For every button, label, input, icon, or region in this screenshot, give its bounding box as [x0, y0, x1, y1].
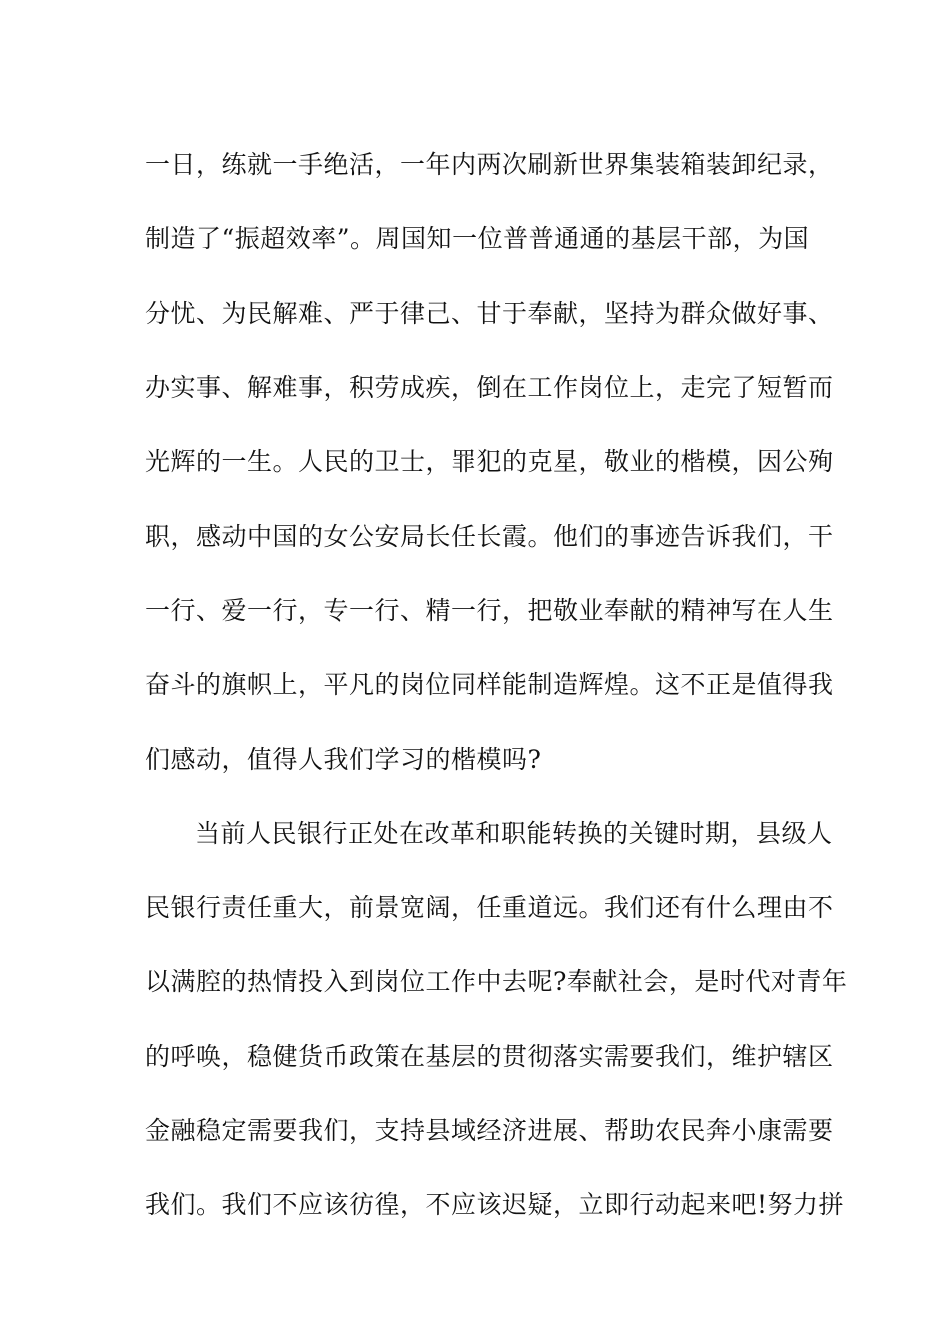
- text-line: 职，感动中国的女公安局长任长霞。他们的事迹告诉我们，干: [145, 521, 834, 551]
- text-line: 奋斗的旗帜上，平凡的岗位同样能制造辉煌。这不正是值得我: [145, 670, 834, 700]
- text-line: 民银行责任重大，前景宽阔，任重道远。我们还有什么理由不: [145, 893, 834, 923]
- text-line: 金融稳定需要我们，支持县域经济进展、帮助农民奔小康需要: [145, 1116, 834, 1145]
- text-line: 一日，练就一手绝活，一年内两次刷新世界集装箱装卸纪录，: [145, 150, 834, 180]
- paragraph-2: [145, 795, 848, 1241]
- text-line: 一行、爱一行，专一行、精一行，把敬业奉献的精神写在人生: [145, 595, 834, 625]
- text-line: 制造了“振超效率”。周国知一位普普通通的基层干部，为国: [145, 224, 810, 254]
- text-line: 们感动，值得人我们学习的楷模吗?: [145, 744, 542, 774]
- text-line: 当前人民银行正处在改革和职能转换的关键时期，县级人: [195, 818, 833, 848]
- text-line: 以满腔的热情投入到岗位工作中去呢?奉献社会，是时代对青年: [145, 967, 848, 997]
- text-line: 光辉的一生。人民的卫士，罪犯的克星，敬业的楷模，因公殉: [145, 447, 834, 477]
- text-line: 分忧、为民解难、严于律己、甘于奉献，坚持为群众做好事、: [145, 298, 834, 328]
- paragraph-1: [145, 126, 834, 795]
- body-text: [145, 126, 848, 1240]
- text-line: 办实事、解难事，积劳成疾，倒在工作岗位上，走完了短暂而: [145, 373, 834, 403]
- text-line: 的呼唤，稳健货币政策在基层的贯彻落实需要我们，维护辖区: [145, 1041, 834, 1071]
- text-line: 我们。我们不应该彷徨，不应该迟疑，立即行动起来吧!努力拼: [145, 1190, 845, 1220]
